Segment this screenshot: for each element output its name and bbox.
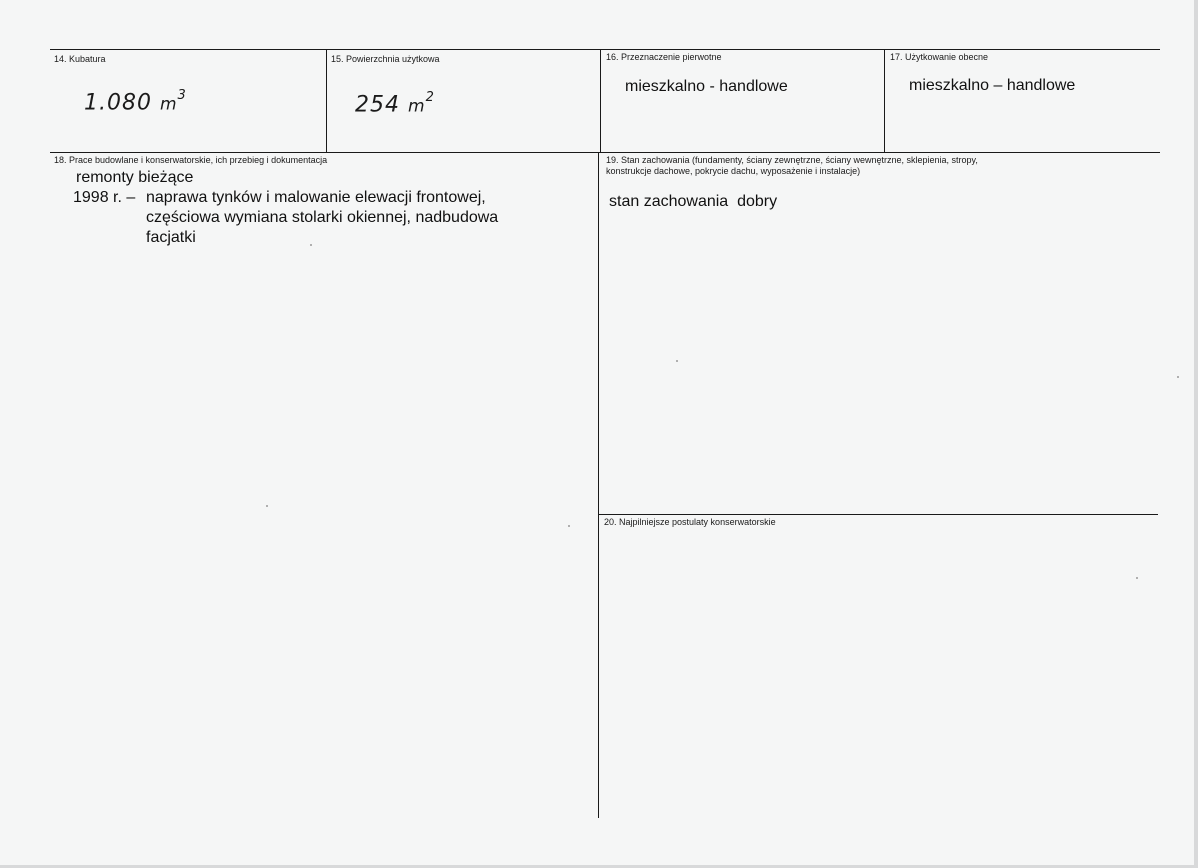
scan-speck xyxy=(1177,376,1179,378)
scan-speck xyxy=(310,244,312,246)
middle-rule xyxy=(50,152,1160,153)
box20-rule xyxy=(598,514,1158,515)
box16-value: mieszkalno - handlowe xyxy=(625,78,788,95)
box19-label-line1: 19. Stan zachowania (fundamenty, ściany zewnętrzne, ściany wewnętrzne, sklepienia, stropy, xyxy=(606,155,978,165)
scan-edge-right xyxy=(1194,0,1198,868)
box16-label: 16. Przeznaczenie pierwotne xyxy=(606,52,722,62)
top-rule xyxy=(50,49,1160,50)
box14-exponent: 3 xyxy=(177,88,187,103)
box14-number: 1.080 xyxy=(84,90,152,116)
center-divider xyxy=(598,152,599,818)
box20-label: 20. Najpilniejsze postulaty konserwatorskie xyxy=(604,517,776,527)
box15-label: 15. Powierzchnia użytkowa xyxy=(331,54,440,64)
box18-line4: facjatki xyxy=(146,229,196,246)
box14-label: 14. Kubatura xyxy=(54,54,106,64)
divider-15-16 xyxy=(600,49,601,153)
box18-line1: remonty bieżące xyxy=(76,169,194,186)
box17-label: 17. Użytkowanie obecne xyxy=(890,52,989,62)
box18-line2: naprawa tynków i malowanie elewacji frontowej, xyxy=(146,189,486,206)
box15-value xyxy=(355,92,435,117)
box14-unit: m xyxy=(159,94,178,115)
box14-value xyxy=(84,90,187,115)
box15-unit: m xyxy=(408,96,426,117)
box18-line3: częściowa wymiana stolarki okiennej, nadbudowa xyxy=(146,209,499,226)
scan-speck xyxy=(568,525,570,527)
divider-16-17 xyxy=(884,49,885,153)
box19-value: stan zachowania dobry xyxy=(609,193,778,210)
scan-speck xyxy=(676,360,678,362)
box15-number: 254 xyxy=(355,92,400,118)
box18-label: 18. Prace budowlane i konserwatorskie, ich przebieg i dokumentacja xyxy=(54,155,328,165)
box19-label-line2: konstrukcje dachowe, pokrycie dachu, wyposażenie i instalacje) xyxy=(606,166,861,176)
box15-exponent: 2 xyxy=(425,90,435,105)
box17-value: mieszkalno – handlowe xyxy=(909,77,1076,94)
scan-speck xyxy=(266,505,268,507)
box18-year: 1998 r. – xyxy=(73,189,136,206)
scan-speck xyxy=(1136,577,1138,579)
divider-14-15 xyxy=(326,49,327,153)
